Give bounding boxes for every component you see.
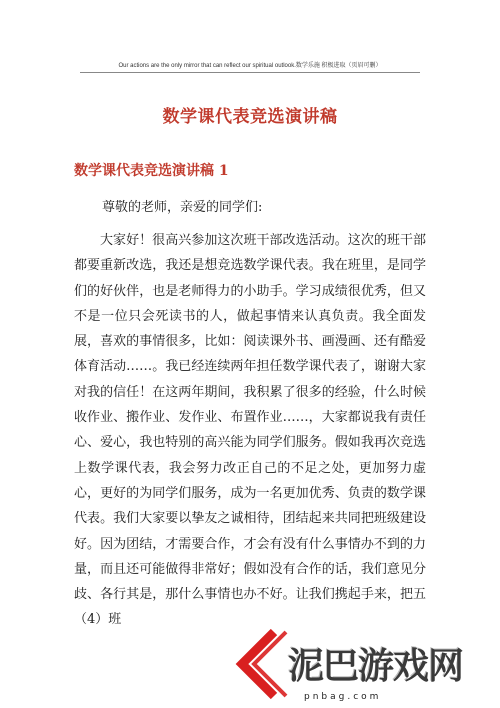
site-watermark (212, 620, 500, 708)
header-divider (80, 72, 420, 73)
body-paragraph: 大家好！很高兴参加这次班干部改选活动。这次的班干部都要重新改选，我还是想竞选数学课代表。我在班里，是同学们的好伙伴，也是老师得力的小助手。学习成绩很优秀，但又不是一位只会死读书的人，做起事情来认真负责。我全面发展，喜欢的事情很多，比如：阅读课外书、画漫画、还有酷爱体育活动……。我已经连续两年担任数学课代表了，谢谢大家对我的信任！在这两年期间，我积累了很多的经验，什么时候收作业、搬作业、发作业、布置作业……，大家都说我有责任心、爱心，我也特别的高兴能为同学们服务。假如我再次竞选上数学课代表，我会努力改正自己的不足之处，更加努力虚心，更好的为同学们服务，成为一名更加优秀、负责的数学课代表。我们大家要以挚友之诚相待，团结起来共同把班级建设好。因为团结，才需要合作，才会有没有什么事情办不到的力量，而且还可能做得非常好；假如没有合作的话，我们意见分歧、各行其是，那什么事情也办不好。让我们携起手来，把五（4）班 (74, 233, 426, 628)
chevron-logo-icon (228, 628, 288, 700)
section-title: 数学课代表竞选演讲稿 1 (74, 163, 229, 179)
page-header: Our actions are the only mirror that can reflect our spiritual outlook.数学乐施 积极进取（页眉可删） (118, 63, 382, 69)
watermark-text: 泥巴游戏网 (288, 646, 464, 687)
watermark-domain: pnbag.com (304, 692, 382, 702)
document-title: 数学课代表竞选演讲稿 (162, 107, 338, 127)
greeting-line: 尊敬的老师，亲爱的同学们: (102, 200, 263, 215)
